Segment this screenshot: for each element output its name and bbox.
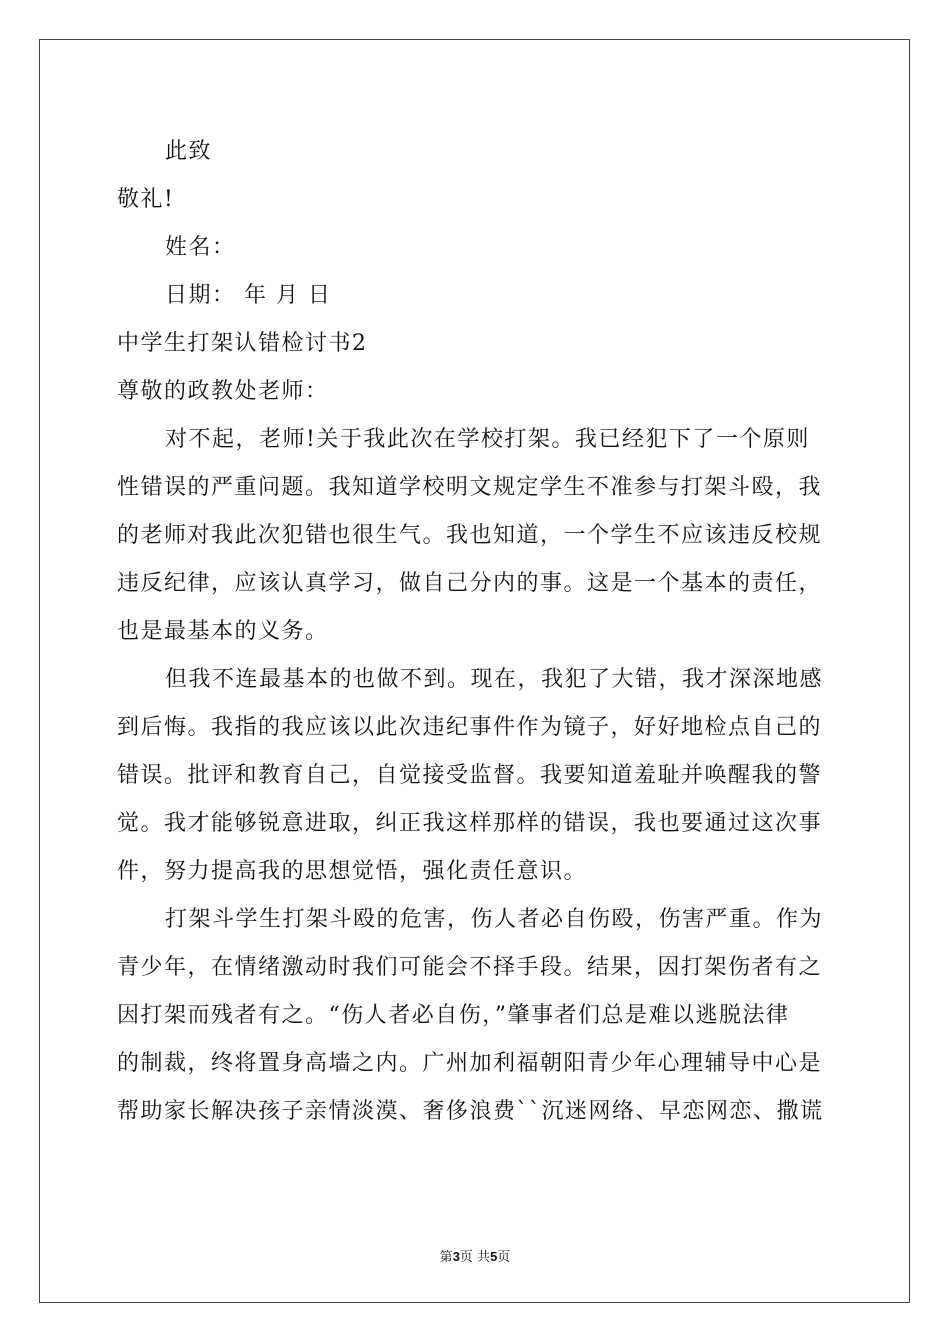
paragraph-line: 对不起，老师!关于我此次在学校打架。我已经犯下了一个原则 <box>165 427 810 452</box>
paragraph-line: 错误。批评和教育自己，自觉接受监督。我要知道羞耻并唤醒我的警 <box>117 763 823 788</box>
paragraph-line: 打架斗学生打架斗殴的危害，伤人者必自伤殴，伤害严重。作为 <box>165 907 824 932</box>
salutation: 尊敬的政教处老师： <box>117 379 329 404</box>
page-number: 3 <box>452 1249 460 1264</box>
closing-jingli: 敬礼! <box>117 187 175 212</box>
paragraph-line: 青少年，在情绪激动时我们可能会不择手段。结果，因打架伤者有之 <box>117 955 823 980</box>
page-suffix: 页 <box>497 1250 511 1265</box>
page-total: 5 <box>490 1249 498 1264</box>
paragraph-line: 性错误的严重问题。我知道学校明文规定学生不准参与打架斗殴，我 <box>117 475 823 500</box>
letter-title: 中学生打架认错检讨书2 <box>117 331 368 356</box>
paragraph-line: 也是最基本的义务。 <box>117 619 329 644</box>
paragraph-line: 帮助家长解决孩子亲情淡漠、奢侈浪费``沉迷网络、早恋网恋、撒谎 <box>117 1099 824 1124</box>
paragraph-line: 觉。我才能够锐意进取，纠正我这样那样的错误，我也要通过这次事 <box>117 811 823 836</box>
paragraph-line: 因打架而残者有之。“伤人者必自伤，”肇事者们总是难以逃脱法律 <box>117 1003 790 1028</box>
name-label: 姓名： <box>165 235 236 260</box>
closing-cizhi: 此致 <box>165 139 213 164</box>
page-footer <box>0 1246 950 1265</box>
date-label: 日期： 年 月 日 <box>165 283 332 308</box>
page-mid: 页 共 <box>459 1250 491 1265</box>
paragraph-line: 件，努力提高我的思想觉悟，强化责任意识。 <box>117 859 588 884</box>
paragraph-line: 违反纪律，应该认真学习，做自己分内的事。这是一个基本的责任， <box>117 571 823 596</box>
page-prefix: 第 <box>439 1250 453 1265</box>
document-body <box>117 128 835 1136</box>
paragraph-line: 的制裁，终将置身高墙之内。广州加利福朝阳青少年心理辅导中心是 <box>117 1051 823 1076</box>
paragraph-line: 但我不连最基本的也做不到。现在，我犯了大错，我才深深地感 <box>165 667 824 692</box>
paragraph-line: 到后悔。我指的我应该以此次违纪事件作为镜子，好好地检点自己的 <box>117 715 823 740</box>
paragraph-line: 的老师对我此次犯错也很生气。我也知道，一个学生不应该违反校规 <box>117 523 823 548</box>
